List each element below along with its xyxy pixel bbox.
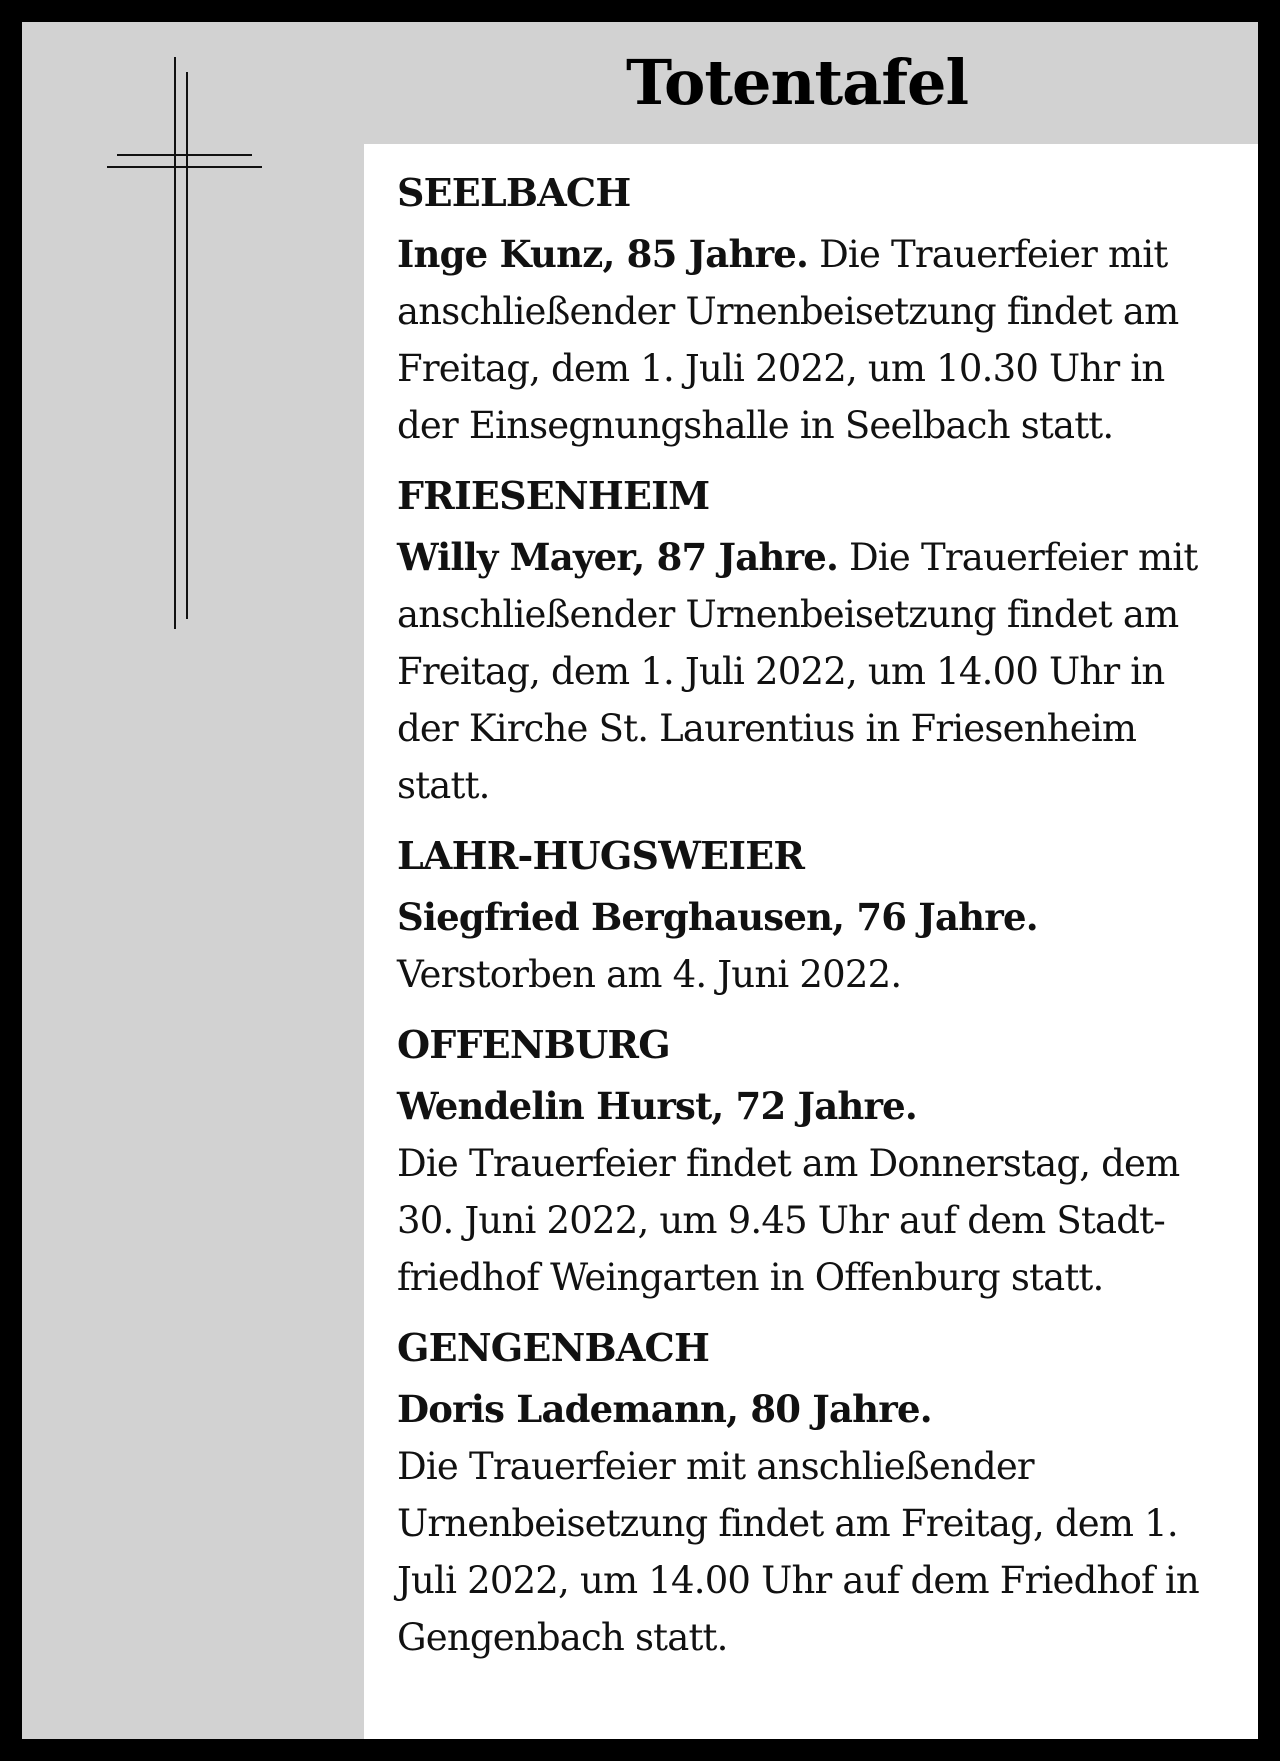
- obituary-board: [22, 22, 1258, 1739]
- entry-text: Die Trauerfeier mit anschließender Urnenbeisetzung findet am Freitag, dem 1. Juli 2022, um 14.00 Uhr in der Kirche St. Laurentius in Friesenheim statt.: [397, 536, 1198, 807]
- obituary-entry: [397, 834, 1230, 1003]
- entry-body: [397, 529, 1230, 814]
- entry-name: Doris Lademann, 80 Jahre.: [397, 1387, 932, 1431]
- obituary-entry: [397, 1326, 1230, 1666]
- entry-place: GENGENBACH: [397, 1325, 710, 1370]
- obituary-entry: [397, 1023, 1230, 1306]
- cross-icon: [87, 57, 262, 657]
- entry-place: FRIESENHEIM: [397, 473, 710, 518]
- obituary-list: [364, 144, 1258, 1739]
- entry-name: Willy Mayer, 87 Jahre.: [397, 535, 839, 579]
- entry-text: Die Trauerfeier findet am Donnerstag, dem 30. Juni 2022, um 9.45 Uhr auf dem Stadtfriedhof Weingarten in Offenburg statt.: [397, 1142, 1180, 1299]
- entry-place: LAHR-HUGSWEIER: [397, 833, 805, 878]
- entry-body: [397, 1381, 1230, 1666]
- entry-place: SEELBACH: [397, 170, 631, 215]
- entry-place: OFFENBURG: [397, 1022, 670, 1067]
- entry-name: Wendelin Hurst, 72 Jahre.: [397, 1084, 917, 1128]
- entry-text: Verstorben am 4. Juni 2022.: [397, 953, 902, 996]
- entry-text: Die Trauerfeier mit anschließender Urnenbeisetzung findet am Freitag, dem 1. Juli 2022, um 14.00 Uhr auf dem Friedhof in Gengenbach statt.: [397, 1445, 1199, 1659]
- entry-name: Siegfried Berghausen, 76 Jahre.: [397, 895, 1038, 939]
- entry-name: Inge Kunz, 85 Jahre.: [397, 232, 809, 276]
- entry-body: [397, 889, 1230, 1003]
- obituary-entry: [397, 474, 1230, 814]
- page-title: Totentafel: [625, 46, 969, 119]
- entry-text: Die Trauerfeier mit anschließender Urnenbeisetzung findet am Freitag, dem 1. Juli 2022, um 10.30 Uhr in der Einsegnungshalle in Seelbach statt.: [397, 233, 1179, 447]
- entry-body: [397, 226, 1230, 454]
- entry-body: [397, 1078, 1230, 1306]
- obituary-entry: [397, 171, 1230, 454]
